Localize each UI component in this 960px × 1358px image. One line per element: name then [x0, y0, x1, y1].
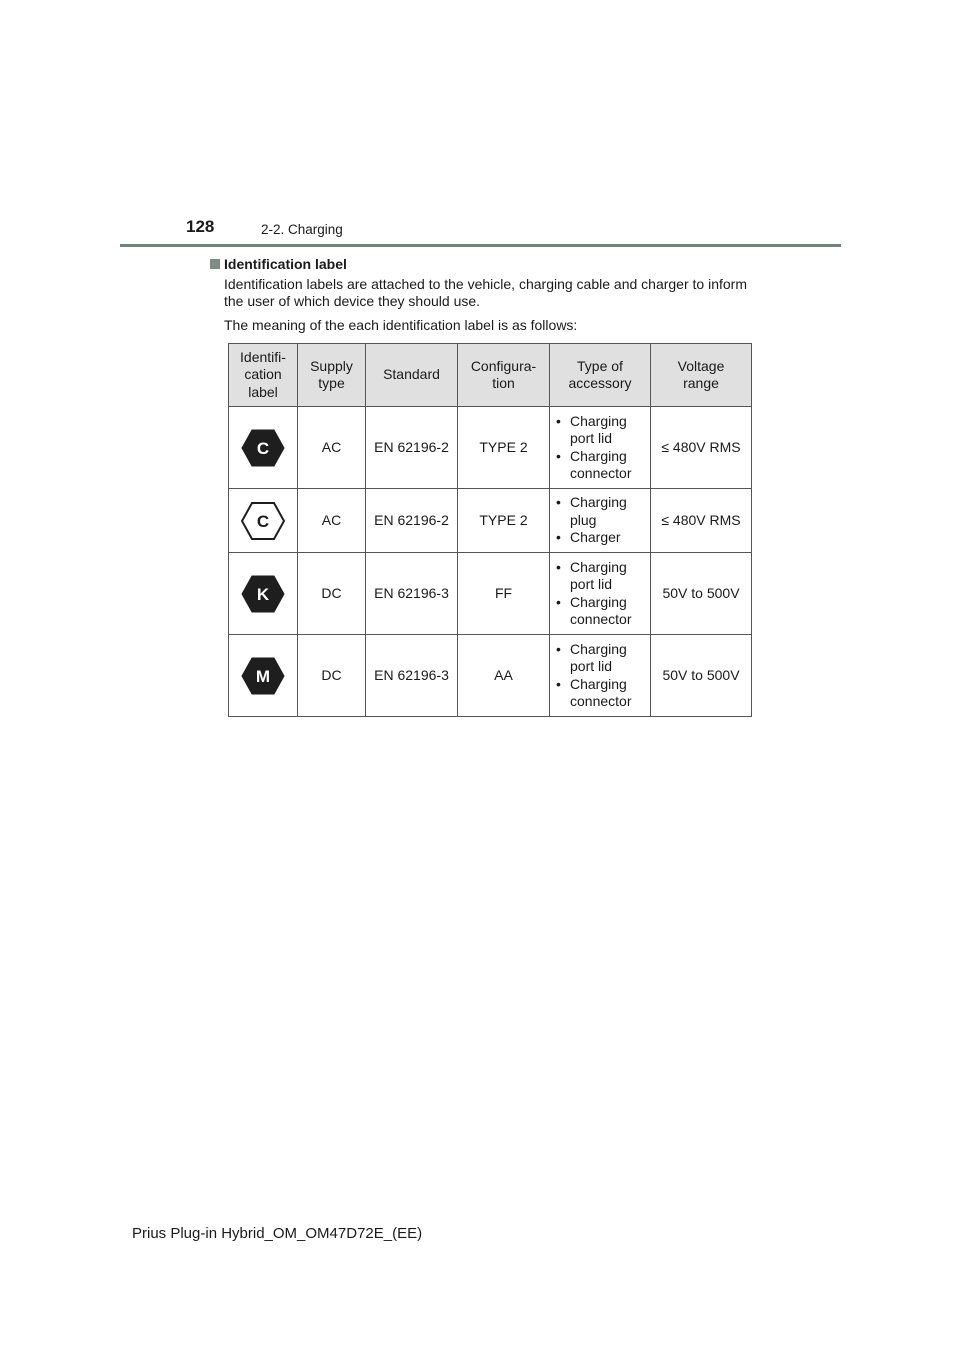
col-header-label: Identifi- cation label [229, 344, 298, 407]
label-cell [229, 553, 298, 635]
list-item: • Charging port lid [556, 641, 648, 676]
label-cell [229, 407, 298, 489]
accessory-cell [550, 553, 651, 635]
meaning-paragraph: The meaning of the each identification label is as follows: [224, 317, 578, 333]
hexagon-letter: K [256, 584, 270, 604]
hexagon-letter: C [256, 511, 270, 531]
heading-text: Identification label [224, 256, 347, 272]
table-body [229, 407, 752, 717]
bullet-square-icon [210, 259, 220, 269]
supply-cell: DC [298, 635, 366, 717]
standard-cell: EN 62196-2 [366, 407, 458, 489]
table-row [229, 407, 752, 489]
list-item: • Charging connector [556, 676, 648, 711]
hexagon-letter: C [256, 438, 270, 458]
label-cell [229, 489, 298, 553]
list-item: • Charging port lid [556, 559, 648, 594]
voltage-cell: ≤ 480V RMS [651, 489, 752, 553]
accessory-cell [550, 407, 651, 489]
section-title: 2-2. Charging [261, 222, 343, 237]
standard-cell: EN 62196-2 [366, 489, 458, 553]
voltage-cell: 50V to 500V [651, 635, 752, 717]
list-item: • Charging connector [556, 594, 648, 629]
standard-cell: EN 62196-3 [366, 635, 458, 717]
standard-cell: EN 62196-3 [366, 553, 458, 635]
table-row [229, 553, 752, 635]
list-item: • Charging connector [556, 448, 648, 483]
col-header-accessory: Type of accessory [550, 344, 651, 407]
header-rule [120, 244, 841, 247]
accessory-list [552, 494, 648, 547]
intro-paragraph: Identification labels are attached to the vehicle, charging cable and charger to inform the user of which device they should use. [224, 276, 747, 309]
table-row [229, 489, 752, 553]
accessory-cell [550, 489, 651, 553]
col-header-voltage: Voltage range [651, 344, 752, 407]
hexagon-letter: M [255, 666, 271, 686]
voltage-cell: 50V to 500V [651, 553, 752, 635]
col-header-config: Configura- tion [458, 344, 550, 407]
hexagon-label-icon [240, 501, 286, 541]
col-header-standard: Standard [366, 344, 458, 407]
list-item: • Charging port lid [556, 413, 648, 448]
col-header-supply: Supply type [298, 344, 366, 407]
accessory-list [552, 641, 648, 711]
supply-cell: DC [298, 553, 366, 635]
hexagon-label-icon [240, 656, 286, 696]
supply-cell: AC [298, 407, 366, 489]
accessory-cell [550, 635, 651, 717]
accessory-list [552, 413, 648, 483]
table-row [229, 635, 752, 717]
page-number: 128 [186, 217, 215, 236]
hexagon-label-icon [240, 574, 286, 614]
config-cell: TYPE 2 [458, 407, 550, 489]
list-item: • Charger [556, 529, 648, 547]
identification-table [228, 343, 752, 717]
supply-cell: AC [298, 489, 366, 553]
config-cell: FF [458, 553, 550, 635]
voltage-cell: ≤ 480V RMS [651, 407, 752, 489]
config-cell: AA [458, 635, 550, 717]
list-item: • Charging plug [556, 494, 648, 529]
config-cell: TYPE 2 [458, 489, 550, 553]
table-header-row [229, 344, 752, 407]
document-id: Prius Plug-in Hybrid_OM_OM47D72E_(EE) [132, 1225, 423, 1242]
accessory-list [552, 559, 648, 629]
hexagon-label-icon [240, 428, 286, 468]
label-cell [229, 635, 298, 717]
section-heading [210, 256, 347, 272]
